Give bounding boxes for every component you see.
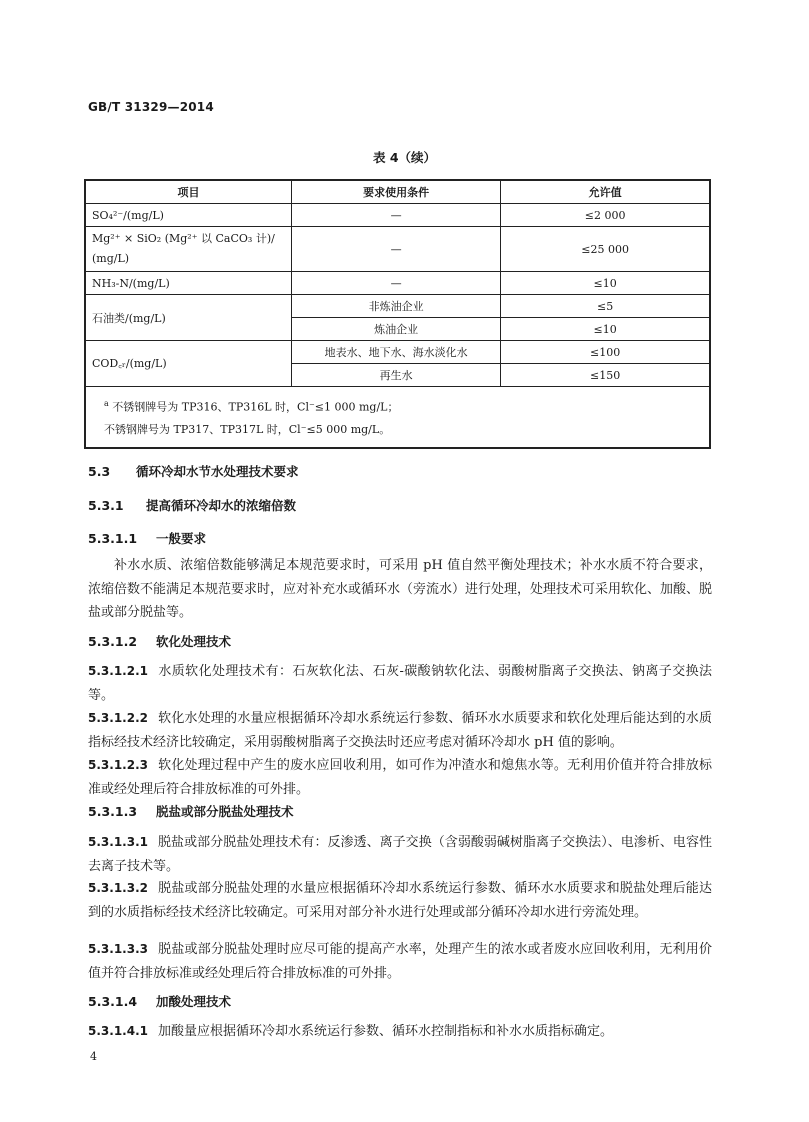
clause-text: 软化处理过程中产生的废水应回收利用，如可作为冲渣水和熄焦水等。无利用价值并符合排放标准或经处理后符合排放标准的可外排。	[88, 758, 712, 797]
cell-item: 石油类/(mg/L)	[85, 295, 291, 341]
table-row	[85, 204, 710, 227]
cell-value: ≤10	[501, 272, 710, 295]
paragraph	[88, 938, 712, 985]
cell-item	[85, 227, 291, 272]
clause-text: 水质软化处理技术有：石灰软化法、石灰-碳酸钠软化法、弱酸树脂离子交换法、钠离子交换法等。	[88, 664, 712, 703]
section-heading	[88, 496, 296, 514]
section-number: 5.3	[88, 464, 111, 479]
table-row	[85, 227, 710, 272]
clause-number: 5.3.1.3.3	[88, 942, 148, 956]
table-row	[85, 272, 710, 295]
standard-code: GB/T 31329—2014	[88, 100, 214, 114]
section-title: 加酸处理技术	[156, 994, 232, 1009]
paragraph	[88, 831, 712, 878]
section-number: 5.3.1.3	[88, 804, 138, 819]
paragraph	[88, 754, 712, 801]
clause-number: 5.3.1.3.1	[88, 835, 148, 849]
clause-text: 脱盐或部分脱盐处理的水量应根据循环冷却水系统运行参数、循环水水质要求和脱盐处理后能达到的水质指标经技术经济比较确定。可采用对部分补水进行处理或部分循环冷却水进行旁流处理。	[88, 881, 712, 920]
section-title: 脱盐或部分脱盐处理技术	[156, 804, 294, 819]
paragraph: 补水水质、浓缩倍数能够满足本规范要求时，可采用 pH 值自然平衡处理技术；补水水质不符合要求，浓缩倍数不能满足本规范要求时，应对补充水或循环水（旁流水）进行处理，处理技术可采用软化、加酸、脱盐或部分脱盐等。	[88, 558, 713, 620]
cell-condition: —	[291, 272, 500, 295]
clause-text: 加酸量应根据循环冷却水系统运行参数、循环水控制指标和补水水质指标确定。	[157, 1024, 613, 1039]
requirements-table	[84, 179, 711, 449]
clause-number: 5.3.1.4.1	[88, 1024, 148, 1038]
clause-number: 5.3.1.3.2	[88, 881, 148, 895]
section-number: 5.3.1.1	[88, 531, 138, 546]
section-title: 一般要求	[156, 531, 207, 546]
header-condition: 要求使用条件	[291, 180, 500, 204]
cell-value: ≤10	[501, 318, 710, 341]
section-heading	[88, 529, 206, 547]
cell-value: ≤25 000	[501, 227, 710, 272]
cell-item: SO₄²⁻/(mg/L)	[85, 204, 291, 227]
page-number: 4	[90, 1050, 97, 1063]
header-value: 允许值	[501, 180, 710, 204]
table-footnote	[85, 387, 710, 448]
table-footnote-row	[85, 387, 710, 448]
section-number: 5.3.1	[88, 498, 124, 513]
section-title: 循环冷却水节水处理技术要求	[136, 464, 299, 479]
clause-text: 软化水处理的水量应根据循环冷却水系统运行参数、循环水水质要求和软化处理后能达到的水质指标经技术经济比较确定，采用弱酸树脂离子交换法时还应考虑对循环冷却水 pH 值的影响。	[88, 711, 712, 750]
section-heading	[88, 462, 299, 480]
cell-item-line: Mg²⁺ × SiO₂ (Mg²⁺ 以 CaCO₃ 计)/	[92, 232, 275, 245]
clause-number: 5.3.1.2.1	[88, 664, 148, 678]
table-row	[85, 295, 710, 318]
section-heading	[88, 992, 231, 1010]
cell-condition: 非炼油企业	[291, 295, 500, 318]
cell-condition: 地表水、地下水、海水淡化水	[291, 341, 500, 364]
cell-item-line: (mg/L)	[92, 252, 130, 265]
section-heading	[88, 632, 231, 650]
footnote-line	[104, 393, 691, 419]
table-header-row	[85, 180, 710, 204]
clause-text: 脱盐或部分脱盐处理技术有：反渗透、离子交换（含弱酸弱碱树脂离子交换法）、电渗析、电容性去离子技术等。	[88, 835, 712, 874]
section-number: 5.3.1.4	[88, 994, 138, 1009]
footnote-marker: a	[104, 399, 109, 408]
section-heading	[88, 802, 294, 820]
clause-text: 脱盐或部分脱盐处理时应尽可能的提高产水率，处理产生的浓水或者废水应回收利用，无利用价值并符合排放标准或经处理后符合排放标准的可外排。	[88, 942, 712, 981]
cell-condition: 再生水	[291, 364, 500, 387]
cell-item: COD꜀ᵣ/(mg/L)	[85, 341, 291, 387]
cell-condition: —	[291, 204, 500, 227]
clause-number: 5.3.1.2.3	[88, 758, 148, 772]
clause-number: 5.3.1.2.2	[88, 711, 148, 725]
paragraph	[88, 1020, 712, 1044]
section-title: 提高循环冷却水的浓缩倍数	[146, 498, 297, 513]
footnote-text: 不锈钢牌号为 TP316、TP316L 时，Cl⁻≤1 000 mg/L；	[112, 400, 399, 414]
section-title: 软化处理技术	[156, 634, 232, 649]
paragraph	[88, 707, 712, 754]
cell-item: NH₃-N/(mg/L)	[85, 272, 291, 295]
paragraph	[88, 877, 712, 924]
cell-value: ≤5	[501, 295, 710, 318]
paragraph	[88, 660, 712, 707]
footnote-line: 不锈钢牌号为 TP317、TP317L 时，Cl⁻≤5 000 mg/L。	[104, 422, 391, 436]
cell-condition: 炼油企业	[291, 318, 500, 341]
header-item: 项目	[85, 180, 291, 204]
cell-value: ≤150	[501, 364, 710, 387]
cell-value: ≤2 000	[501, 204, 710, 227]
section-number: 5.3.1.2	[88, 634, 138, 649]
table-row	[85, 341, 710, 364]
cell-condition: —	[291, 227, 500, 272]
cell-value: ≤100	[501, 341, 710, 364]
table-caption: 表 4（续）	[372, 150, 437, 165]
